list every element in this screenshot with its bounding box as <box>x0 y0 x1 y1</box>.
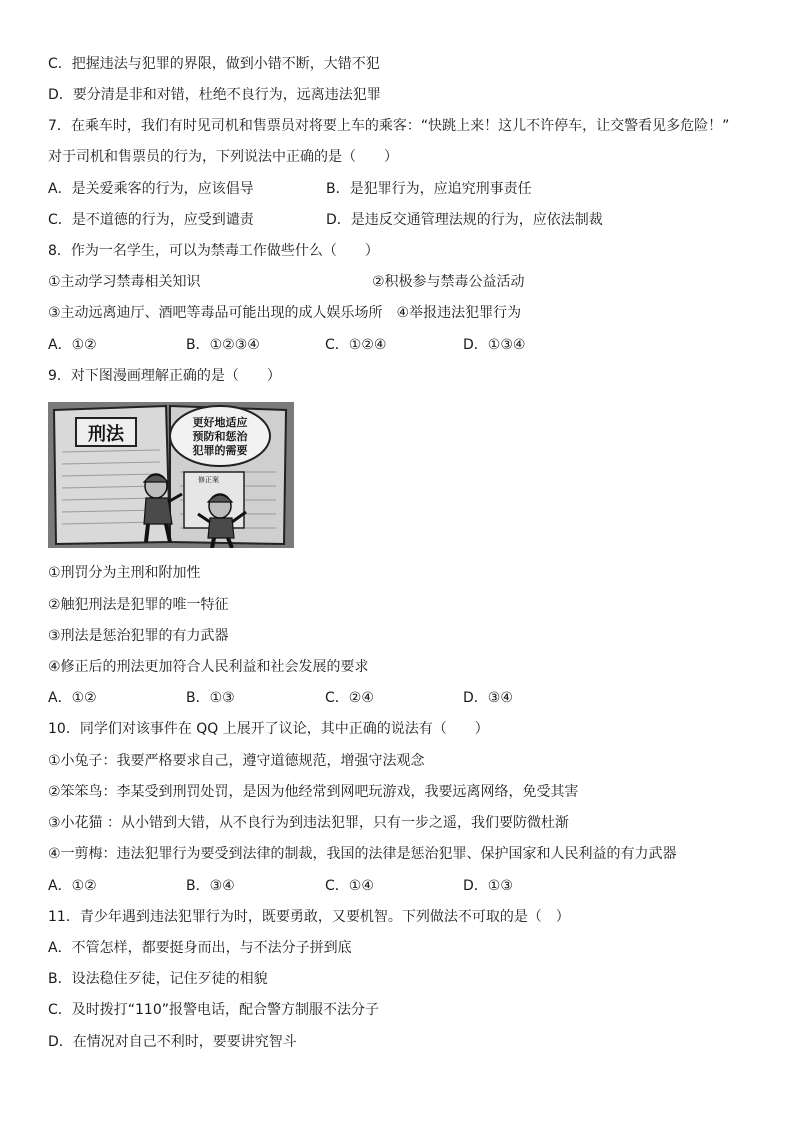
cartoon-drawing <box>48 402 294 548</box>
q10-statement-4: ④一剪梅：违法犯罪行为要受到法律的制裁，我国的法律是惩治犯罪、保护国家和人民利益的有力武器 <box>48 846 677 862</box>
q8-option-c: C．①②④ <box>325 337 387 353</box>
amendment-sign: 修正案 <box>198 476 219 484</box>
q11-option-a: A．不管怎样，都要挺身而出，与不法分子拼到底 <box>48 940 352 956</box>
bubble-line-3: 犯罪的需要 <box>192 444 248 457</box>
q9-statement-4: ④修正后的刑法更加符合人民利益和社会发展的要求 <box>48 659 369 675</box>
q10-option-b: B．③④ <box>186 878 235 894</box>
q7-option-c: C．是不道德的行为，应受到谴责 <box>48 212 254 228</box>
q7-stem: 7．在乘车时，我们有时见司机和售票员对将要上车的乘客：“快跳上来！这儿不许停车，让交警看见多危险！” <box>48 118 730 134</box>
criminal-law-cartoon <box>48 402 294 548</box>
q6-option-c: C．把握违法与犯罪的界限，做到小错不断，大错不犯 <box>48 56 380 72</box>
q6-option-d: D．要分清是非和对错，杜绝不良行为，远离违法犯罪 <box>48 87 381 103</box>
q8-option-b: B．①②③④ <box>186 337 260 353</box>
q9-statement-1: ①刑罚分为主刑和附加性 <box>48 565 201 581</box>
bubble-line-2: 预防和惩治 <box>192 430 248 443</box>
q8-stem: 8．作为一名学生，可以为禁毒工作做些什么（ ） <box>48 243 379 259</box>
q11-option-b: B．设法稳住歹徒，记住歹徒的相貌 <box>48 971 268 987</box>
q10-option-a: A．①② <box>48 878 97 894</box>
book-title: 刑法 <box>88 424 124 445</box>
q7-stem-cont: 对于司机和售票员的行为，下列说法中正确的是（ ） <box>48 149 398 165</box>
q10-statement-2: ②笨笨鸟：李某受到刑罚处罚，是因为他经常到网吧玩游戏，我要远离网络，免受其害 <box>48 784 579 800</box>
q10-statement-3: ③小花猫 ：从小错到大错，从不良行为到违法犯罪，只有一步之遥，我们要防微杜渐 <box>48 815 569 831</box>
q10-statement-1: ①小兔子：我要严格要求自己，遵守道德规范，增强守法观念 <box>48 753 425 769</box>
q8-statement-1: ①主动学习禁毒相关知识 <box>48 274 201 290</box>
q8-option-a: A．①② <box>48 337 97 353</box>
q11-option-d: D．在情况对自己不利时，要要讲究智斗 <box>48 1034 297 1050</box>
q7-option-d: D．是违反交通管理法规的行为，应依法制裁 <box>326 212 603 228</box>
q9-option-d: D．③④ <box>463 690 513 706</box>
q10-option-d: D．①③ <box>463 878 513 894</box>
q11-stem: 11．青少年遇到违法犯罪行为时，既要勇敢，又要机智。下列做法不可取的是（ ） <box>48 909 570 925</box>
q9-option-c: C．②④ <box>325 690 374 706</box>
q10-option-c: C．①④ <box>325 878 374 894</box>
q9-statement-3: ③刑法是惩治犯罪的有力武器 <box>48 628 229 644</box>
q9-option-a: A．①② <box>48 690 97 706</box>
q8-option-d: D．①③④ <box>463 337 526 353</box>
q9-stem: 9．对下图漫画理解正确的是（ ） <box>48 368 281 384</box>
q8-statement-3-4: ③主动远离迪厅、酒吧等毒品可能出现的成人娱乐场所 ④举报违法犯罪行为 <box>48 305 522 321</box>
q9-option-b: B．①③ <box>186 690 235 706</box>
q7-option-a: A．是关爱乘客的行为，应该倡导 <box>48 181 254 197</box>
q9-statement-2: ②触犯刑法是犯罪的唯一特征 <box>48 597 229 613</box>
q10-stem: 10．同学们对该事件在 QQ 上展开了议论，其中正确的说法有（ ） <box>48 721 489 737</box>
q7-option-b: B．是犯罪行为，应追究刑事责任 <box>326 181 532 197</box>
bubble-line-1: 更好地适应 <box>192 416 248 429</box>
q8-statement-2: ②积极参与禁毒公益活动 <box>372 274 525 290</box>
q11-option-c: C．及时拨打“110”报警电话，配合警方制服不法分子 <box>48 1002 380 1018</box>
